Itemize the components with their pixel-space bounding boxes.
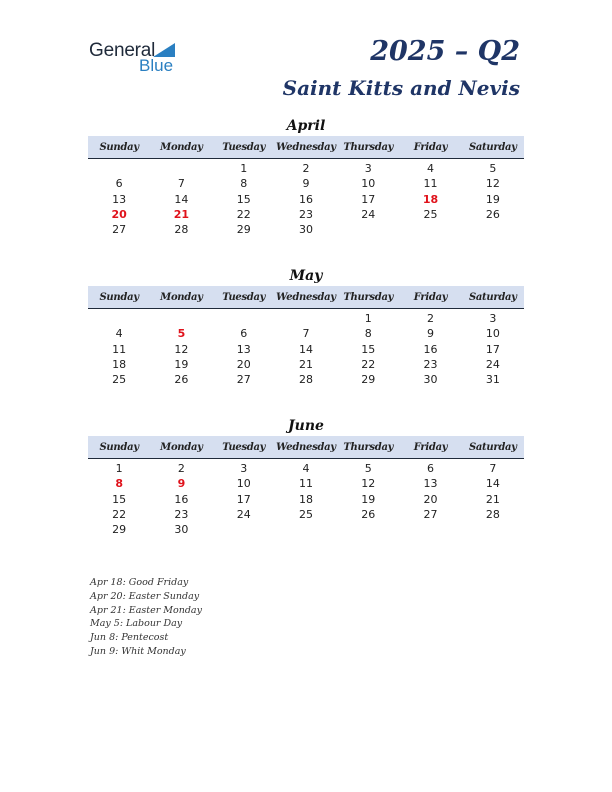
day-cell: 22 <box>112 508 127 522</box>
week-row <box>88 161 524 176</box>
day-cell: 9 <box>177 477 186 491</box>
day-cell: 14 <box>174 192 189 206</box>
day-cell: 2 <box>177 462 185 476</box>
day-cell: 25 <box>112 373 127 387</box>
day-cell: 10 <box>361 177 376 191</box>
weekday-header <box>88 286 524 309</box>
day-cell: 11 <box>112 342 127 356</box>
week-row <box>88 372 524 387</box>
day-cell: 7 <box>177 177 185 191</box>
day-cell: 28 <box>485 508 500 522</box>
day-cell: 24 <box>485 358 500 372</box>
day-cell: 23 <box>174 508 189 522</box>
week-row <box>88 461 524 476</box>
day-cell: 23 <box>298 208 313 222</box>
weekday-label: Wednesday <box>276 141 336 153</box>
day-cell: 20 <box>236 358 251 372</box>
holiday-note: Apr 20: Easter Sunday <box>90 590 200 602</box>
day-cell: 13 <box>236 342 251 356</box>
day-cell: 4 <box>115 327 123 341</box>
day-cell: 20 <box>111 208 127 222</box>
week-row <box>88 342 524 357</box>
month-june <box>88 416 524 537</box>
day-cell: 19 <box>485 192 500 206</box>
day-cell: 25 <box>423 208 438 222</box>
month-april <box>88 116 524 237</box>
generalblue-logo <box>89 40 189 76</box>
day-cell: 5 <box>364 462 372 476</box>
day-cell: 29 <box>361 373 376 387</box>
day-cell: 19 <box>361 492 376 506</box>
day-cell: 24 <box>236 508 251 522</box>
day-cell: 6 <box>240 327 248 341</box>
day-cell: 16 <box>174 492 189 506</box>
day-cell: 14 <box>298 342 313 356</box>
month-name: May <box>289 268 323 284</box>
day-cell: 11 <box>423 177 438 191</box>
day-cell: 29 <box>112 523 127 537</box>
week-row <box>88 207 524 222</box>
holiday-notes <box>90 576 202 659</box>
weekday-label: Saturday <box>468 141 517 153</box>
day-cell: 17 <box>361 192 376 206</box>
week-row <box>88 476 524 491</box>
day-cell: 7 <box>489 462 497 476</box>
weekday-label: Friday <box>413 141 448 153</box>
day-cell: 31 <box>485 373 500 387</box>
calendar-grid <box>88 459 524 537</box>
day-cell: 10 <box>485 327 500 341</box>
day-cell: 22 <box>236 208 251 222</box>
week-row <box>88 326 524 341</box>
weekday-label: Tuesday <box>222 141 266 153</box>
day-cell: 13 <box>112 192 127 206</box>
week-row <box>88 357 524 372</box>
logo-text-general: General <box>89 40 156 61</box>
weekday-label: Thursday <box>343 141 394 153</box>
day-cell: 30 <box>174 523 189 537</box>
day-cell: 4 <box>302 462 310 476</box>
month-name: June <box>288 418 324 434</box>
day-cell: 19 <box>174 358 189 372</box>
day-cell: 21 <box>298 358 313 372</box>
country-subtitle: Saint Kitts and Nevis <box>282 76 520 100</box>
day-cell: 18 <box>422 192 439 206</box>
logo-flag-icon <box>153 43 175 57</box>
weekday-label: Friday <box>413 291 448 303</box>
weekday-label: Wednesday <box>276 441 336 453</box>
day-cell: 15 <box>112 492 127 506</box>
day-cell: 26 <box>174 373 189 387</box>
day-cell: 22 <box>361 358 376 372</box>
weekday-label: Monday <box>160 441 203 453</box>
day-cell: 12 <box>485 177 500 191</box>
day-cell: 24 <box>361 208 376 222</box>
holiday-note: Apr 18: Good Friday <box>90 577 189 588</box>
day-cell: 10 <box>236 477 251 491</box>
day-cell: 15 <box>236 192 251 206</box>
logo-text-blue: Blue <box>139 56 174 75</box>
weekday-label: Saturday <box>468 441 517 453</box>
day-cell: 9 <box>302 177 310 191</box>
day-cell: 1 <box>240 162 248 176</box>
weekday-header <box>88 436 524 459</box>
weekday-label: Friday <box>413 441 448 453</box>
holiday-note: Jun 8: Pentecost <box>90 632 169 644</box>
holiday-note: Apr 21: Easter Monday <box>90 604 202 616</box>
day-cell: 23 <box>423 358 438 372</box>
day-cell: 20 <box>423 492 438 506</box>
weekday-label: Monday <box>160 291 203 303</box>
day-cell: 27 <box>236 373 251 387</box>
day-cell: 8 <box>240 177 248 191</box>
holiday-note: May 5: Labour Day <box>90 618 183 630</box>
day-cell: 26 <box>485 208 500 222</box>
weekday-label: Monday <box>160 141 203 153</box>
weekday-label: Thursday <box>343 291 394 303</box>
week-row <box>88 492 524 507</box>
day-cell: 8 <box>364 327 372 341</box>
day-cell: 3 <box>364 162 372 176</box>
day-cell: 25 <box>298 508 313 522</box>
weekday-label: Sunday <box>99 441 139 453</box>
month-name: April <box>286 118 326 134</box>
week-row <box>88 311 524 326</box>
page-title: 2025 – Q2 <box>370 36 520 67</box>
day-cell: 6 <box>115 177 123 191</box>
day-cell: 2 <box>302 162 310 176</box>
calendar-grid <box>88 159 524 237</box>
day-cell: 21 <box>173 208 190 222</box>
weekday-label: Tuesday <box>222 291 266 303</box>
month-may <box>88 266 524 387</box>
week-row <box>88 522 524 537</box>
day-cell: 12 <box>361 477 376 491</box>
day-cell: 12 <box>174 342 189 356</box>
day-cell: 1 <box>364 312 372 326</box>
day-cell: 9 <box>427 327 435 341</box>
day-cell: 17 <box>485 342 500 356</box>
day-cell: 16 <box>423 342 438 356</box>
day-cell: 30 <box>298 223 313 237</box>
weekday-label: Thursday <box>343 441 394 453</box>
day-cell: 27 <box>112 223 127 237</box>
day-cell: 14 <box>485 477 500 491</box>
weekday-label: Wednesday <box>276 291 336 303</box>
calendar-grid <box>88 309 524 387</box>
day-cell: 4 <box>427 162 435 176</box>
weekday-header <box>88 136 524 159</box>
day-cell: 3 <box>489 312 497 326</box>
day-cell: 30 <box>423 373 438 387</box>
day-cell: 11 <box>298 477 313 491</box>
holiday-note: Jun 9: Whit Monday <box>90 645 186 657</box>
day-cell: 7 <box>302 327 310 341</box>
day-cell: 18 <box>112 358 127 372</box>
day-cell: 16 <box>298 192 313 206</box>
day-cell: 18 <box>298 492 313 506</box>
day-cell: 21 <box>485 492 500 506</box>
weekday-label: Sunday <box>99 291 139 303</box>
weekday-label: Sunday <box>99 141 139 153</box>
week-row <box>88 192 524 207</box>
day-cell: 8 <box>115 477 123 491</box>
day-cell: 3 <box>240 462 248 476</box>
week-row <box>88 507 524 522</box>
day-cell: 15 <box>361 342 376 356</box>
day-cell: 29 <box>236 223 251 237</box>
weekday-label: Tuesday <box>222 441 266 453</box>
day-cell: 26 <box>361 508 376 522</box>
day-cell: 27 <box>423 508 438 522</box>
day-cell: 28 <box>298 373 313 387</box>
day-cell: 6 <box>427 462 435 476</box>
week-row <box>88 176 524 191</box>
day-cell: 2 <box>427 312 435 326</box>
day-cell: 17 <box>236 492 251 506</box>
day-cell: 5 <box>177 327 186 341</box>
day-cell: 5 <box>489 162 497 176</box>
day-cell: 1 <box>115 462 123 476</box>
day-cell: 13 <box>423 477 438 491</box>
weekday-label: Saturday <box>468 291 517 303</box>
week-row <box>88 222 524 237</box>
day-cell: 28 <box>174 223 189 237</box>
